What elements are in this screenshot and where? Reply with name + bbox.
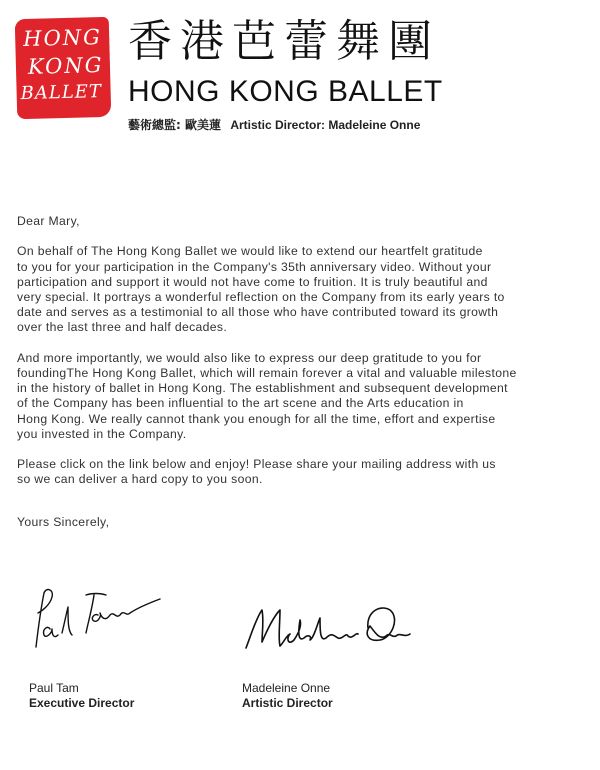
signatory-role: Executive Director bbox=[29, 696, 135, 710]
brand-name-english: HONG KONG BALLET bbox=[128, 75, 443, 108]
signatory-name: Paul Tam bbox=[29, 681, 79, 695]
paul-tam-signature bbox=[28, 585, 168, 655]
seal-line: KONG bbox=[27, 52, 104, 79]
signatory-name: Madeleine Onne bbox=[242, 681, 331, 695]
director-chinese: 藝術總監: 歐美蓮 bbox=[128, 118, 221, 132]
signatory-paul-tam bbox=[29, 681, 134, 711]
hong-kong-ballet-seal-logo bbox=[15, 17, 112, 119]
signatory-role: Artistic Director bbox=[242, 696, 333, 710]
director-english: Artistic Director: Madeleine Onne bbox=[230, 118, 421, 132]
letterhead bbox=[0, 0, 600, 140]
madeleine-onne-signature bbox=[240, 598, 415, 660]
paragraph-3: Please click on the link below and enjoy! Please share your mailing address with us so we can deliver a hard copy to you soon. bbox=[17, 457, 496, 487]
signatory-madeleine-onne bbox=[242, 681, 333, 711]
letter-body bbox=[17, 214, 583, 503]
seal-line: HONG bbox=[22, 24, 103, 52]
paragraph-1: On behalf of The Hong Kong Ballet we would like to extend our heartfelt gratitude to you for your participation in the Company's 35th anniversary video. Without your participation and support it would not have come to fruition. It is truly beautiful and very special. It portrays a wonderful reflection on the Company from its early years to date and serves as a testimonial to all those who have contributed toward its growth over the last three and half decades. bbox=[17, 244, 505, 335]
salutation: Dear Mary, bbox=[17, 214, 80, 228]
paragraph-2: And more importantly, we would also like to express our deep gratitude to you for foundingThe Hong Kong Ballet, which will remain forever a vital and valuable milestone in the history of ballet in Hong Kong. The establishment and subsequent development of the Company has been influential to the art scene and the Arts education in Hong Kong. We really cannot thank you enough for all the time, effort and expertise you invested in the Company. bbox=[17, 350, 517, 441]
brand-name-chinese: 香港芭蕾舞團 bbox=[128, 16, 440, 67]
seal-line: BALLET bbox=[20, 80, 103, 105]
artistic-director-line bbox=[128, 119, 420, 131]
closing: Yours Sincerely, bbox=[17, 515, 110, 529]
